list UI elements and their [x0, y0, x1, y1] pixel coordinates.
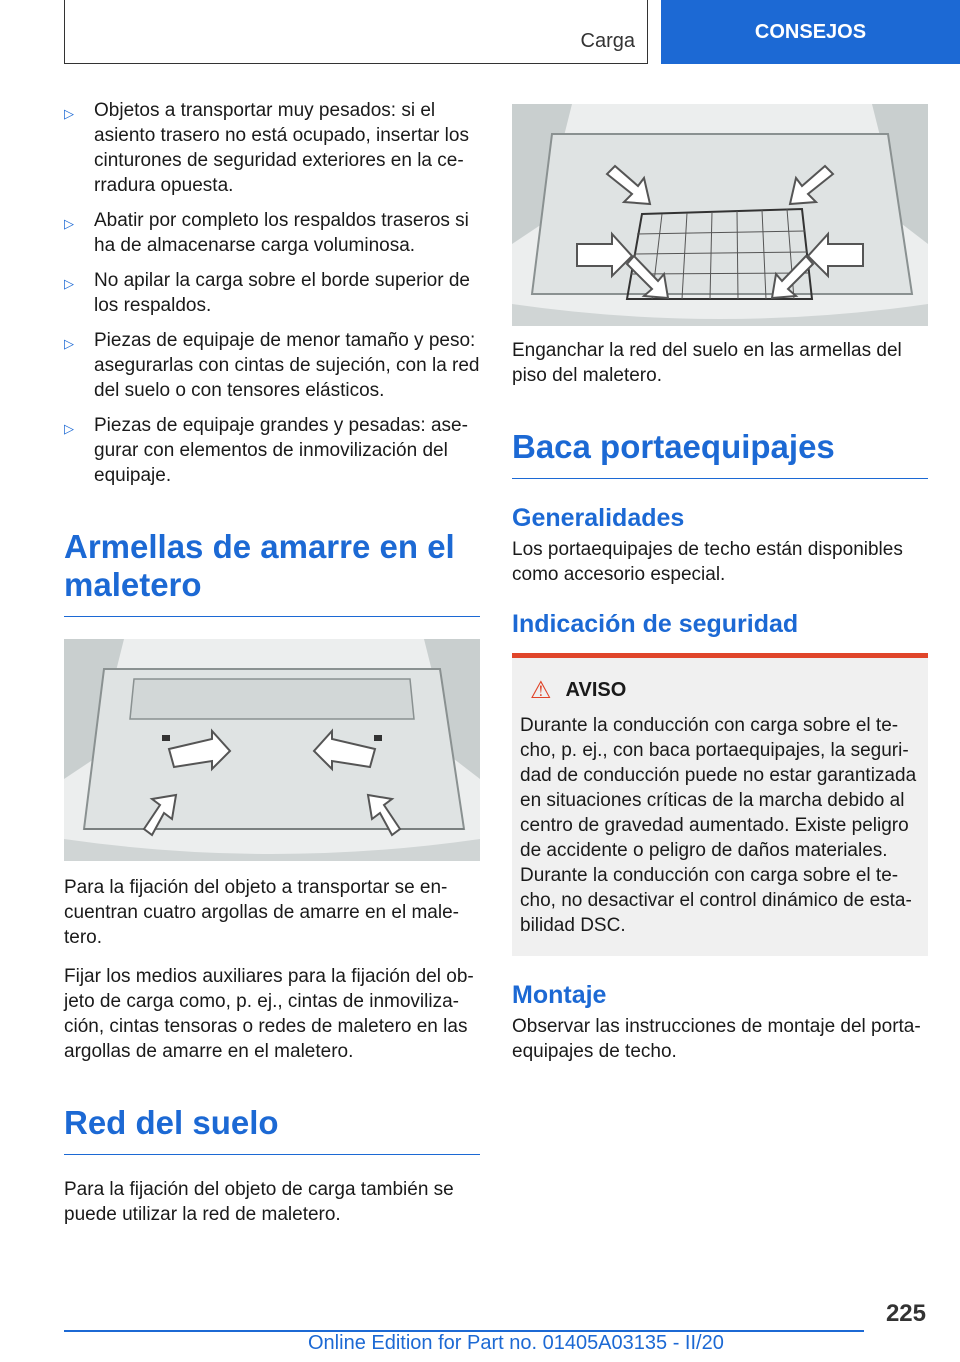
- montaje-paragraph: Observar las instrucciones de montaje del porta-equipajes de techo.: [512, 1016, 921, 1062]
- warning-triangle-icon: ⚠: [530, 677, 552, 704]
- warning-box: [512, 653, 928, 956]
- red-paragraph: Para la fijación del objeto de carga también se puede utilizar la red de maletero.: [64, 1179, 454, 1225]
- triangle-right-icon: ▷: [64, 276, 74, 291]
- footer-edition: Online Edition for Part no. 01405A03135 - II/20: [308, 1332, 724, 1354]
- subsection-title-montaje: Montaje: [512, 981, 607, 1009]
- bullet-text: Abatir por completo los respaldos traseros si ha de almacenarse carga voluminosa.: [94, 210, 469, 256]
- bullet-item: [64, 328, 480, 403]
- triangle-right-icon: ▷: [64, 106, 74, 121]
- triangle-right-icon: ▷: [64, 421, 74, 436]
- section-title-baca: Baca portaequipajes: [512, 428, 928, 479]
- header-box: [64, 0, 648, 64]
- warning-header: [520, 676, 920, 705]
- header-tab-consejos[interactable]: CONSEJOS: [661, 0, 960, 64]
- floor-net-figure: [512, 104, 928, 326]
- bullet-item: [64, 413, 480, 488]
- subsection-title-seguridad: Indicación de seguridad: [512, 610, 799, 638]
- armellas-paragraph-1: Para la fijación del objeto a transportar se en-cuentran cuatro argollas de amarre en el male-tero.: [64, 877, 459, 948]
- right-column: [512, 104, 928, 1064]
- warning-content: [512, 658, 928, 956]
- armellas-paragraph-2: Fijar los medios auxiliares para la fijación del ob-jeto de carga como, p. ej., cintas de inmoviliza-ción, cintas tensoras o redes de maletero en las argollas de amarre en el maletero.: [64, 966, 474, 1062]
- section-title-armellas: Armellas de amarre en el maletero: [64, 528, 480, 617]
- subsection-title-generalidades: Generalidades: [512, 504, 685, 532]
- triangle-right-icon: ▷: [64, 216, 74, 231]
- bullet-item: [64, 98, 480, 198]
- bullet-text: Piezas de equipaje grandes y pesadas: ase-gurar con elementos de inmovilización del equipaje.: [94, 415, 468, 486]
- bullet-text: Piezas de equipaje de menor tamaño y peso: asegurarlas con cintas de sujeción, con la red del suelo o con tensores elásticos.: [94, 330, 480, 401]
- bullet-text: Objetos a transportar muy pesados: si el asiento trasero no está ocupado, insertar los cinturones de seguridad exteriores en la ce-rradura opuesta.: [94, 100, 469, 196]
- triangle-right-icon: ▷: [64, 336, 74, 351]
- header-section-title: Carga: [580, 30, 635, 52]
- bullet-item: [64, 208, 480, 258]
- generalidades-paragraph: Los portaequipajes de techo están disponibles como accesorio especial.: [512, 539, 903, 585]
- page-number: 225: [885, 1300, 926, 1327]
- net-figure-caption: Enganchar la red del suelo en las armellas del piso del maletero.: [512, 340, 902, 386]
- left-column: [64, 98, 480, 1227]
- warning-label: AVISO: [565, 679, 627, 701]
- section-title-red: Red del suelo: [64, 1104, 480, 1155]
- bullet-text: No apilar la carga sobre el borde superior de los respaldos.: [94, 270, 470, 316]
- bullet-item: [64, 268, 480, 318]
- trunk-tiedown-figure: [64, 639, 480, 861]
- warning-text: Durante la conducción con carga sobre el te-cho, p. ej., con baca portaequipajes, la seguri-dad de conducción puede no estar garantizada en situaciones críticas de la marcha debido al centro de gravedad aumentado. Existe peligro de accidente o peligro de daños materiales. Durante la conducción con carga sobre el te-cho, no desactivar el control dinámico de esta-bilidad DSC.: [520, 715, 917, 936]
